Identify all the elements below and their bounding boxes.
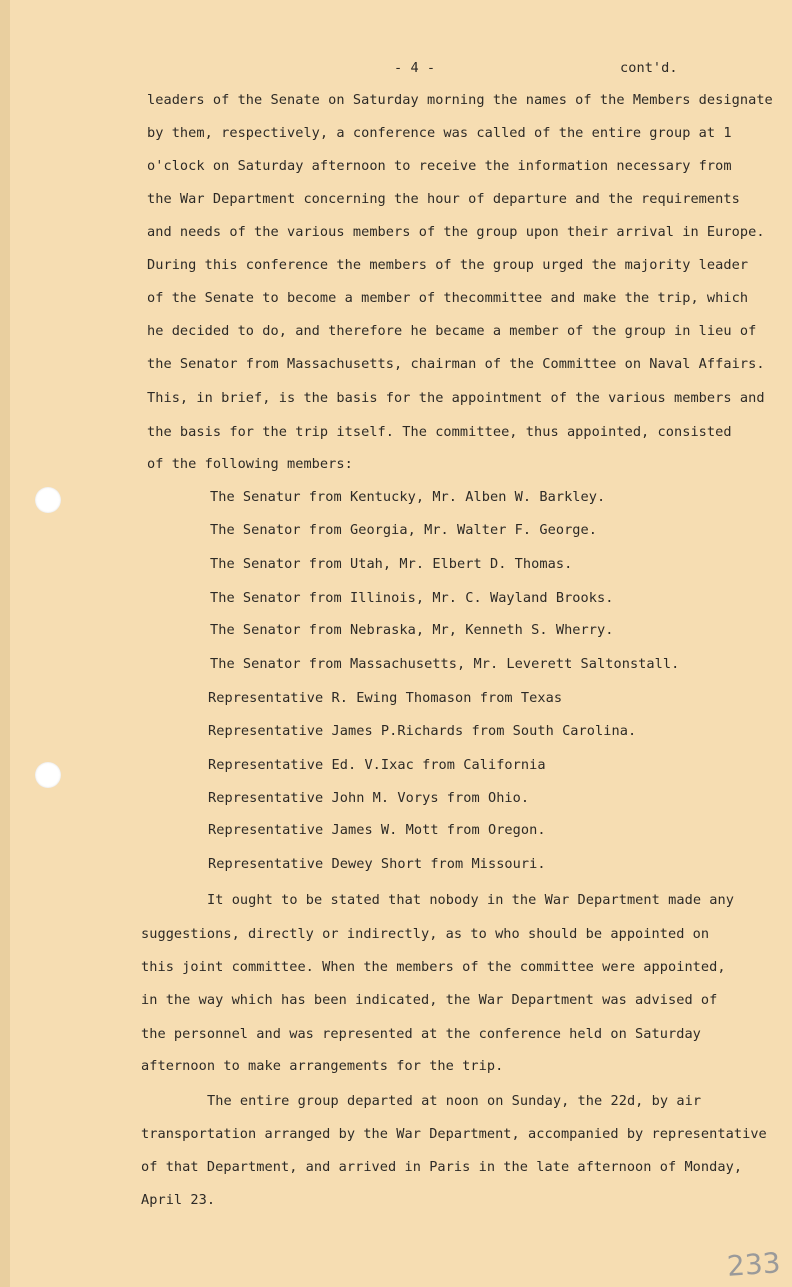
member-item: Representative John M. Vorys from Ohio.	[208, 790, 530, 806]
text-line: leaders of the Senate on Saturday morning the names of the Members designate	[147, 92, 773, 108]
text-line: the War Department concerning the hour of departure and the requirements	[147, 191, 740, 207]
text-line: in the way which has been indicated, the War Department was advised of	[141, 992, 718, 1008]
page-marker: - 4 -	[394, 60, 436, 76]
member-item: Representative R. Ewing Thomason from Texas	[208, 690, 563, 706]
text-line: afternoon to make arrangements for the trip.	[141, 1058, 504, 1074]
text-line: suggestions, directly or indirectly, as to who should be appointed on	[141, 926, 710, 942]
text-line: and needs of the various members of the group upon their arrival in Europe.	[147, 224, 765, 240]
member-item: Representative Ed. V.Ixac from California	[208, 757, 546, 773]
text-line: the basis for the trip itself. The committee, thus appointed, consisted	[147, 424, 732, 440]
text-line: he decided to do, and therefore he became a member of the group in lieu of	[147, 323, 757, 339]
member-item: Representative James P.Richards from South Carolina.	[208, 723, 637, 739]
member-item: The Senator from Utah, Mr. Elbert D. Thomas.	[210, 556, 573, 572]
text-line: by them, respectively, a conference was called of the entire group at 1	[147, 125, 732, 141]
text-line: this joint committee. When the members of the committee were appointed,	[141, 959, 726, 975]
punch-hole	[35, 487, 61, 513]
member-item: The Senator from Massachusetts, Mr. Leverett Saltonstall.	[210, 656, 680, 672]
text-line: transportation arranged by the War Department, accompanied by representative	[141, 1126, 767, 1142]
continued-label: cont'd.	[620, 60, 678, 76]
member-item: Representative Dewey Short from Missouri.	[208, 856, 546, 872]
text-line: of the following members:	[147, 456, 353, 472]
text-line: the personnel and was represented at the conference held on Saturday	[141, 1026, 701, 1042]
text-line: During this conference the members of the group urged the majority leader	[147, 257, 749, 273]
text-line: The entire group departed at noon on Sunday, the 22d, by air	[207, 1093, 702, 1109]
text-line: April 23.	[141, 1192, 216, 1208]
text-line: It ought to be stated that nobody in the War Department made any	[207, 892, 734, 908]
member-item: The Senator from Illinois, Mr. C. Wayland Brooks.	[210, 590, 614, 606]
text-line: This, in brief, is the basis for the appointment of the various members and	[147, 390, 765, 406]
member-item: The Senatur from Kentucky, Mr. Alben W. Barkley.	[210, 489, 606, 505]
text-line: of the Senate to become a member of thecommittee and make the trip, which	[147, 290, 749, 306]
handwritten-page-number: 233	[725, 1246, 782, 1283]
member-item: The Senator from Georgia, Mr. Walter F. George.	[210, 522, 598, 538]
member-item: The Senator from Nebraska, Mr, Kenneth S. Wherry.	[210, 622, 614, 638]
punch-hole	[35, 762, 61, 788]
member-item: Representative James W. Mott from Oregon.	[208, 822, 546, 838]
text-line: of that Department, and arrived in Paris in the late afternoon of Monday,	[141, 1159, 743, 1175]
text-line: the Senator from Massachusetts, chairman of the Committee on Naval Affairs.	[147, 356, 765, 372]
text-line: o'clock on Saturday afternoon to receive the information necessary from	[147, 158, 732, 174]
